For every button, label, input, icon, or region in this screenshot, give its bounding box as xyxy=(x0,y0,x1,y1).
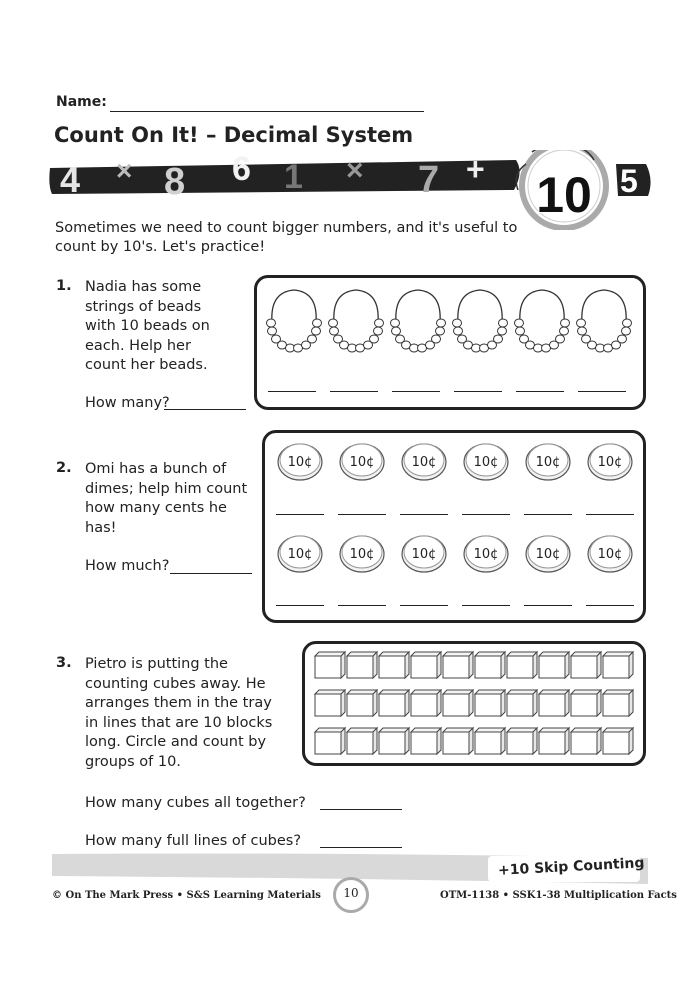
question-1-line: strings of beads xyxy=(85,298,202,315)
badge-number: 10 xyxy=(536,167,592,223)
question-3-line: in lines that are 10 blocks xyxy=(85,714,273,731)
name-field[interactable] xyxy=(110,111,424,112)
question-3-line: Pietro is putting the xyxy=(85,656,228,672)
dime-answer-blank[interactable] xyxy=(276,514,324,515)
question-2-line: how many cents he xyxy=(85,500,227,516)
dime-answer-blank[interactable] xyxy=(462,514,510,515)
question-3-number: 3. xyxy=(56,655,72,671)
dime-answer-blank[interactable] xyxy=(524,514,572,515)
dime-answer-blank[interactable] xyxy=(462,605,510,606)
dime-answer-blank[interactable] xyxy=(586,514,634,515)
question-1-prompt: How many? xyxy=(85,395,170,411)
cube-row xyxy=(315,690,633,716)
dime-answer-blank[interactable] xyxy=(338,514,386,515)
bead-string xyxy=(267,290,322,352)
coin-label: 10¢ xyxy=(535,547,561,562)
question-1-line: Nadia has some xyxy=(85,279,202,295)
bead-answer-blank[interactable] xyxy=(392,391,440,392)
dime-answer-blank[interactable] xyxy=(400,605,448,606)
dime-coin xyxy=(587,533,633,573)
number-banner xyxy=(46,150,656,230)
question-1-line: each. Help her xyxy=(85,337,191,354)
banner-plus: + xyxy=(466,151,485,187)
dimes-panel xyxy=(262,430,646,623)
question-2-line: has! xyxy=(85,519,117,536)
bead-answer-blank[interactable] xyxy=(454,391,502,392)
banner-digit-8: 8 xyxy=(164,161,186,203)
coin-label: 10¢ xyxy=(349,455,375,470)
cube-row xyxy=(315,652,633,678)
question-2-line: Omi has a bunch of xyxy=(85,461,227,477)
dime-coin xyxy=(525,441,571,481)
question-2-line: dimes; help him count xyxy=(85,480,248,497)
footer-product-code: OTM-1138 • SSK1-38 Multiplication Facts xyxy=(440,890,677,901)
dime-answer-blank[interactable] xyxy=(338,605,386,606)
beads-panel xyxy=(254,275,646,410)
dime-coin xyxy=(401,441,447,481)
dime-coin xyxy=(525,533,571,573)
bead-answer-blank[interactable] xyxy=(268,391,316,392)
name-label: Name: xyxy=(56,94,107,110)
bead-string xyxy=(329,290,384,352)
banner-digit-4: 4 xyxy=(60,159,81,200)
question-1-answer[interactable] xyxy=(164,409,246,410)
intro-text: Sometimes we need to count bigger numbers, and it's useful to count by 10's. Let's practice! xyxy=(55,220,518,255)
coin-label: 10¢ xyxy=(535,455,561,470)
dime-coin xyxy=(277,533,323,573)
banner-digit-5: 5 xyxy=(620,163,638,199)
dime-coin xyxy=(463,441,509,481)
question-3-line: groups of 10. xyxy=(85,753,181,770)
question-2-answer[interactable] xyxy=(170,573,252,574)
dime-answer-blank[interactable] xyxy=(524,605,572,606)
question-3-line: counting cubes away. He xyxy=(85,675,266,692)
dime-coin xyxy=(587,441,633,481)
question-3-answer-total[interactable] xyxy=(320,809,402,810)
question-3-line: arranges them in the tray xyxy=(85,695,272,711)
question-2-prompt: How much? xyxy=(85,558,170,574)
footer-tag: +10 Skip Counting xyxy=(497,855,645,879)
bead-strings xyxy=(257,278,643,407)
cubes-panel xyxy=(302,641,646,766)
bead-string xyxy=(453,290,508,352)
coin-label: 10¢ xyxy=(597,455,623,470)
dime-answer-blank[interactable] xyxy=(276,605,324,606)
banner-digit-1: 1 xyxy=(284,158,303,196)
dime-answer-blank[interactable] xyxy=(586,605,634,606)
circle-badge-10 xyxy=(516,150,606,228)
page-title: Count On It! – Decimal System xyxy=(54,123,414,147)
dime-coin xyxy=(277,441,323,481)
dime-answer-blank[interactable] xyxy=(400,514,448,515)
coin-label: 10¢ xyxy=(349,547,375,562)
bead-answer-blank[interactable] xyxy=(516,391,564,392)
question-1-text xyxy=(85,278,250,376)
coin-label: 10¢ xyxy=(287,547,313,562)
bead-string xyxy=(577,290,632,352)
bead-answer-blank[interactable] xyxy=(330,391,378,392)
coin-label: 10¢ xyxy=(473,455,499,470)
dime-coin xyxy=(401,533,447,573)
coin-label: 10¢ xyxy=(473,547,499,562)
banner-digit-6: 6 xyxy=(232,150,251,188)
coin-label: 10¢ xyxy=(411,455,437,470)
dime-coin xyxy=(339,441,385,481)
question-2-number: 2. xyxy=(56,460,72,476)
bead-string xyxy=(515,290,570,352)
bead-answer-blank[interactable] xyxy=(578,391,626,392)
question-1-number: 1. xyxy=(56,278,72,294)
question-3-line: long. Circle and count by xyxy=(85,734,267,750)
coin-label: 10¢ xyxy=(597,547,623,562)
question-3-text xyxy=(85,655,305,772)
question-3-prompt-total: How many cubes all together? xyxy=(85,795,306,811)
page-number: 10 xyxy=(343,886,359,900)
question-1-line: with 10 beads on xyxy=(85,318,210,334)
dime-coin xyxy=(339,533,385,573)
question-2-text xyxy=(85,460,260,538)
dime-row-2 xyxy=(277,533,637,573)
banner-times-2: × xyxy=(346,154,364,187)
dime-row-1 xyxy=(277,441,637,481)
coin-label: 10¢ xyxy=(411,547,437,562)
question-3-answer-lines[interactable] xyxy=(320,847,402,848)
cube-tray xyxy=(305,644,643,763)
coin-label: 10¢ xyxy=(287,455,313,470)
cube-row xyxy=(315,728,633,754)
bead-string xyxy=(391,290,446,352)
footer-copyright: © On The Mark Press • S&S Learning Materials xyxy=(52,890,321,901)
question-3-prompt-lines: How many full lines of cubes? xyxy=(85,833,302,849)
dime-coin xyxy=(463,533,509,573)
question-1-line: count her beads. xyxy=(85,357,208,373)
banner-digit-7: 7 xyxy=(418,159,440,201)
banner-times-1: × xyxy=(116,155,133,186)
